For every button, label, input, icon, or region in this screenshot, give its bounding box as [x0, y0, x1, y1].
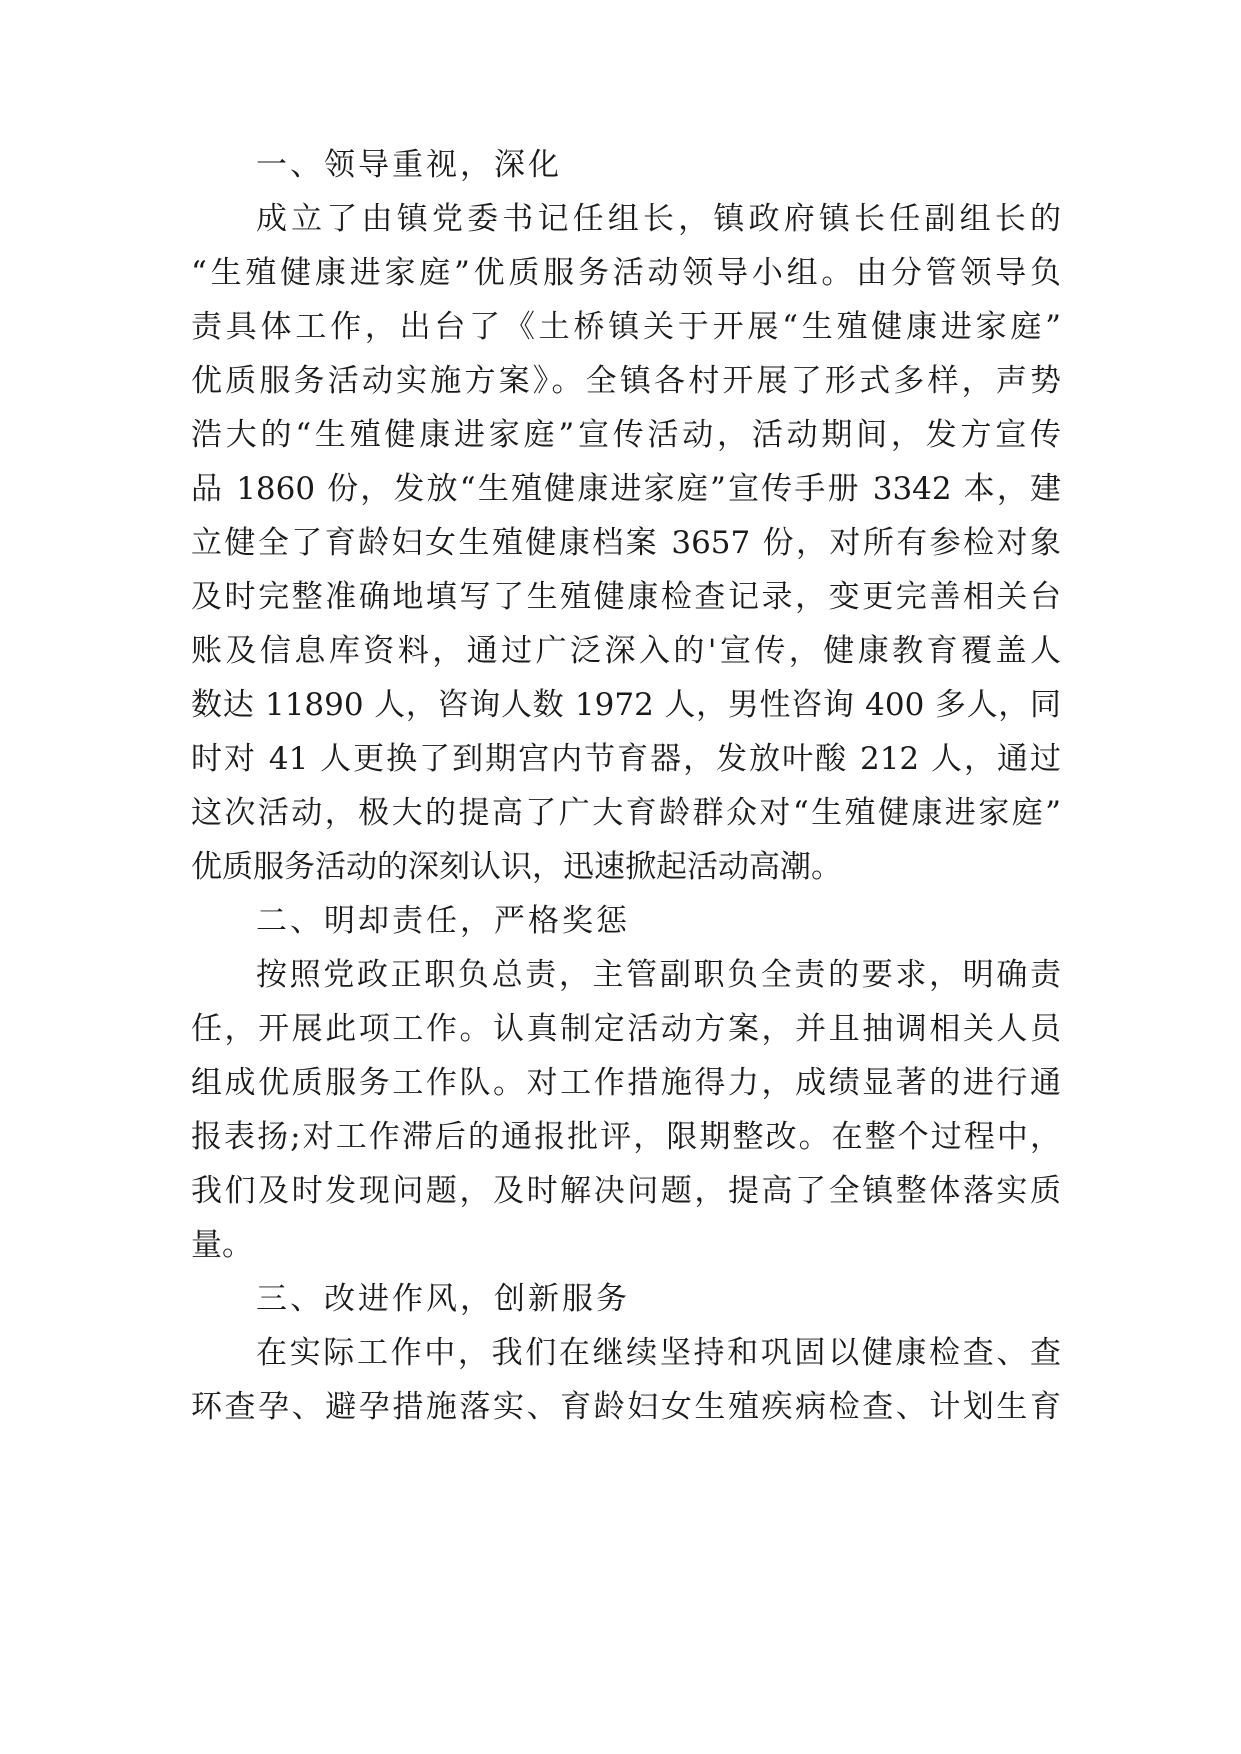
- paragraph-line: 责具体工作，出台了《土桥镇关于开展“生殖健康进家庭”: [191, 309, 1061, 345]
- paragraph-line: 及时完整准确地填写了生殖健康检查记录，变更完善相关台: [191, 579, 1061, 615]
- paragraph-line: 按照党政正职负总责，主管副职负全责的要求，明确责: [256, 957, 1061, 993]
- paragraph-line: 账及信息库资料，通过广泛深入的'宣传，健康教育覆盖人: [191, 633, 1061, 669]
- paragraph-line: 任，开展此项工作。认真制定活动方案，并且抽调相关人员: [191, 1011, 1061, 1047]
- paragraph-line: 优质服务活动的深刻认识，迅速掀起活动高潮。: [191, 849, 842, 885]
- paragraph-line: 报表扬;对工作滞后的通报批评，限期整改。在整个过程中，: [191, 1119, 1061, 1155]
- section-heading-2: 二、明却责任，严格奖惩: [256, 903, 630, 939]
- paragraph-line: 浩大的“生殖健康进家庭”宣传活动，活动期间，发方宣传: [191, 417, 1061, 453]
- paragraph-line: 优质服务活动实施方案》。全镇各村开展了形式多样，声势: [191, 363, 1061, 399]
- paragraph-line: “生殖健康进家庭”优质服务活动领导小组。由分管领导负: [191, 255, 1061, 291]
- section-heading-3: 三、改进作风，创新服务: [256, 1281, 630, 1317]
- paragraph-line: 数达 11890 人，咨询人数 1972 人，男性咨询 400 多人，同: [191, 687, 1061, 723]
- paragraph-line: 成立了由镇党委书记任组长，镇政府镇长任副组长的: [256, 201, 1061, 237]
- paragraph-line: 立健全了育龄妇女生殖健康档案 3657 份，对所有参检对象: [191, 525, 1061, 561]
- paragraph-line: 品 1860 份，发放“生殖健康进家庭”宣传手册 3342 本，建: [191, 471, 1061, 507]
- paragraph-line: 量。: [191, 1227, 253, 1263]
- paragraph-line: 环查孕、避孕措施落实、育龄妇女生殖疾病检查、计划生育: [191, 1389, 1061, 1425]
- paragraph-line: 时对 41 人更换了到期宫内节育器，发放叶酸 212 人，通过: [191, 741, 1061, 777]
- section-heading-1: 一、领导重视，深化: [256, 147, 562, 183]
- paragraph-line: 在实际工作中，我们在继续坚持和巩固以健康检查、查: [256, 1335, 1061, 1371]
- paragraph-line: 我们及时发现问题，及时解决问题，提高了全镇整体落实质: [191, 1173, 1061, 1209]
- paragraph-line: 组成优质服务工作队。对工作措施得力，成绩显著的进行通: [191, 1065, 1061, 1101]
- paragraph-line: 这次活动，极大的提高了广大育龄群众对“生殖健康进家庭”: [191, 795, 1061, 831]
